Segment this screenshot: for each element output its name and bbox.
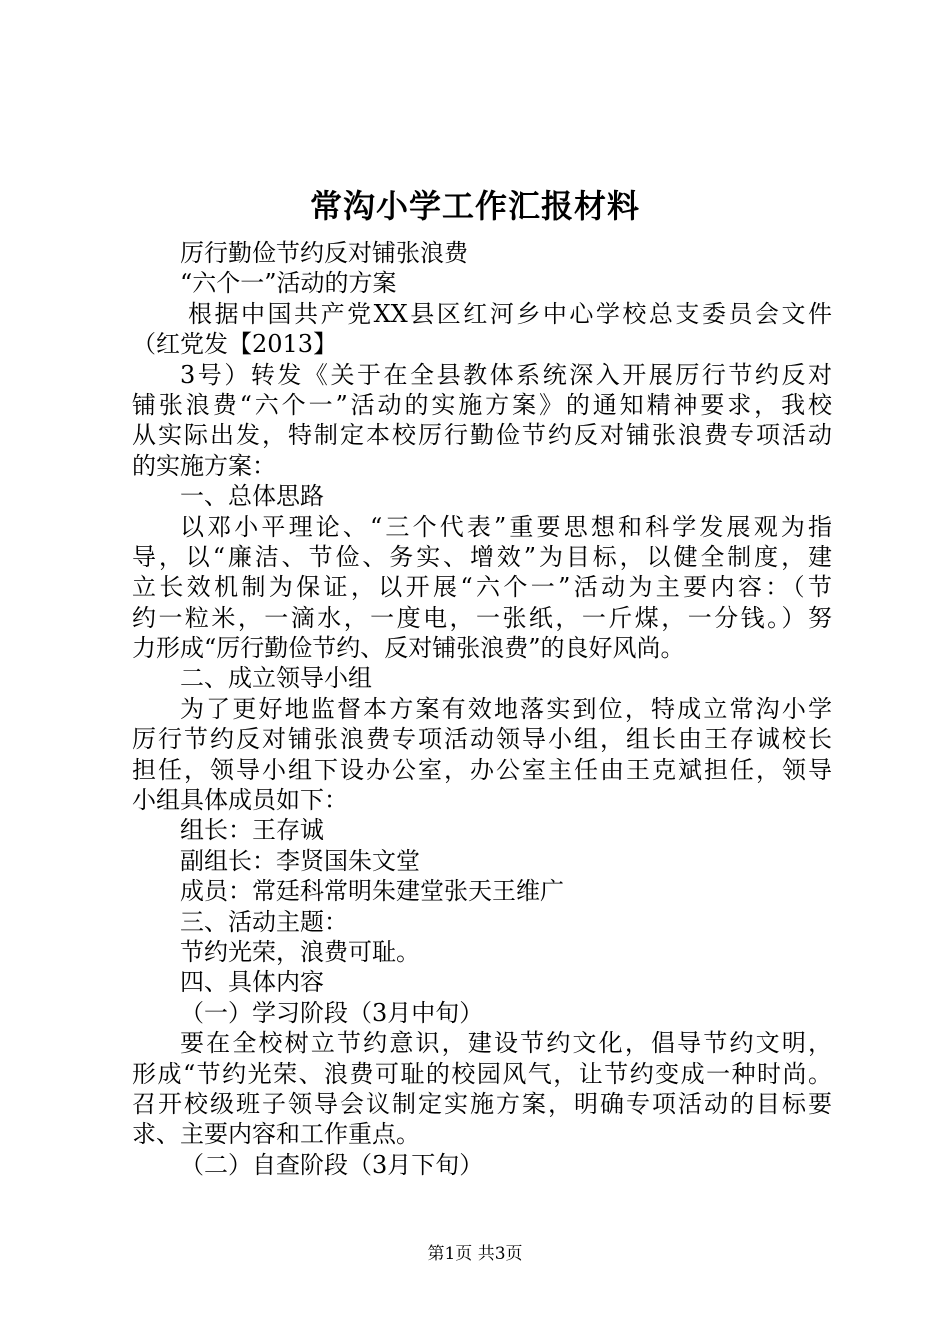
paragraph-line: （红党发【2013】 <box>132 330 338 359</box>
subsection-heading: （一）学习阶段（3月中旬） <box>180 998 484 1027</box>
paragraph-line: 要在全校树立节约意识，建设节约文化，倡导节约文明， <box>180 1029 832 1058</box>
paragraph-line: 节约光荣，浪费可耻。 <box>180 937 420 966</box>
paragraph-line: 从实际出发，特制定本校厉行勤俭节约反对铺张浪费专项活动 <box>132 421 832 450</box>
paragraph-line: 根据中国共产党XX县区红河乡中心学校总支委员会文件 <box>188 299 832 328</box>
member-line: 副组长：李贤国朱文堂 <box>180 846 420 875</box>
paragraph-line: 小组具体成员如下： <box>132 786 348 815</box>
member-line: 成员：常廷科常明朱建堂张天王维广 <box>180 877 564 906</box>
paragraph-line: 立长效机制为保证，以开展“六个一”活动为主要内容：（节 <box>132 573 832 602</box>
section-heading: 三、活动主题： <box>180 907 348 936</box>
section-heading: 一、总体思路 <box>180 482 324 511</box>
subsection-heading: （二）自查阶段（3月下旬） <box>180 1150 484 1179</box>
paragraph-line: 厉行节约反对铺张浪费专项活动领导小组，组长由王存诚校长 <box>132 725 832 754</box>
section-heading: 四、具体内容 <box>180 968 324 997</box>
paragraph-line: 以邓小平理论、“三个代表”重要思想和科学发展观为指 <box>180 512 832 541</box>
paragraph-line: 导，以“廉洁、节俭、务实、增效”为目标，以健全制度，建 <box>132 542 832 571</box>
member-line: 组长：王存诚 <box>180 816 324 845</box>
paragraph-line: 铺张浪费“六个一”活动的实施方案》的通知精神要求，我校 <box>132 390 832 419</box>
paragraph-line: 担任，领导小组下设办公室，办公室主任由王克斌担任，领导 <box>132 755 832 784</box>
paragraph-line: 为了更好地监督本方案有效地落实到位，特成立常沟小学 <box>180 694 832 723</box>
paragraph-line: 约一粒米，一滴水，一度电，一张纸，一斤煤，一分钱。）努 <box>132 603 832 632</box>
paragraph-line: 力形成“厉行勤俭节约、反对铺张浪费”的良好风尚。 <box>132 634 685 663</box>
document-title: 常沟小学工作汇报材料 <box>309 187 640 225</box>
subtitle-line: “六个一”活动的方案 <box>180 269 397 298</box>
section-heading: 二、成立领导小组 <box>180 664 372 693</box>
paragraph-line: 求、主要内容和工作重点。 <box>132 1120 420 1149</box>
paragraph-line: 形成“节约光荣、浪费可耻的校园风气，让节约变成一种时尚。 <box>132 1059 832 1088</box>
paragraph-line: 3号）转发《关于在全县教体系统深入开展厉行节约反对 <box>180 360 832 389</box>
document-body <box>132 238 832 1180</box>
subtitle-line: 厉行勤俭节约反对铺张浪费 <box>180 239 468 267</box>
page-number-footer: 第1页 共3页 <box>427 1244 523 1264</box>
paragraph-line: 召开校级班子领导会议制定实施方案，明确专项活动的目标要 <box>132 1089 832 1118</box>
paragraph-line: 的实施方案： <box>132 451 276 480</box>
